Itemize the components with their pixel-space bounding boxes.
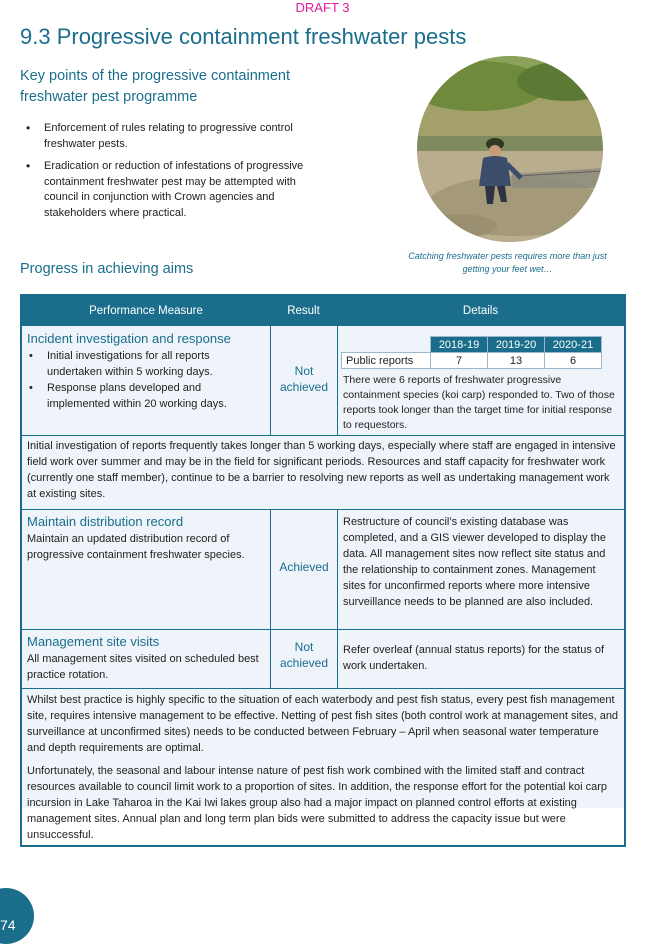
row3-comment xyxy=(27,692,619,850)
year-header: 2018-19 xyxy=(431,337,488,353)
row3-text: All management sites visited on scheduled best practice rotation. xyxy=(27,653,259,681)
draft-label: DRAFT 3 xyxy=(295,0,350,15)
row1-result: Not achieved xyxy=(279,364,329,394)
row1-measure xyxy=(27,330,267,412)
freshwater-pest-photo xyxy=(417,56,603,242)
row2-measure xyxy=(27,513,267,563)
row1-comment: Initial investigation of reports frequently takes longer than 5 working days, especially where staff are engaged in intensive field work over summer and may be in the field for significant periods. Resources and staff capacity for freshwater work (currently one staff member), continue to be a barrier to resolving new reports as well as undertaking management work at existing sites. xyxy=(27,440,616,500)
row1-title: Incident investigation and response xyxy=(27,331,231,346)
row1-bullet: • Response plans developed and implemented within 20 working days. xyxy=(27,380,267,412)
report-count: 7 xyxy=(431,353,488,369)
public-reports-table xyxy=(341,336,602,369)
public-reports-label: Public reports xyxy=(342,353,431,369)
progress-heading: Progress in achieving aims xyxy=(20,261,194,277)
year-header: 2019-20 xyxy=(488,337,545,353)
section-title: 9.3 Progressive containment freshwater pests xyxy=(20,24,467,49)
row3-comment-paragraph: Whilst best practice is highly specific to the situation of each waterbody and pest fish status, every pest fish management site, requires intensive management to be effective. Netting of pest fish sites (both control work at management sites, and surveillance at unconfirmed sites) needs to be conducted between February – April when seasonal water temperature and depth requirements are optimal. xyxy=(27,694,619,754)
row3-details: Refer overleaf (annual status reports) for the status of work undertaken. xyxy=(343,644,605,672)
header-details: Details xyxy=(462,305,499,317)
page-number-badge xyxy=(0,888,34,944)
key-points-list xyxy=(26,121,326,228)
photo-caption: Catching freshwater pests requires more than just getting your feet wet… xyxy=(408,251,607,274)
row3-title: Management site visits xyxy=(27,634,160,649)
row2-text: Maintain an updated distribution record of progressive containment freshwater species. xyxy=(27,533,245,561)
row3-result: Not achieved xyxy=(279,640,329,670)
key-point-item: • Eradication or reduction of infestations of progressive containment freshwater pest may be attempted with council in conjunction with Crown agencies and stakeholders where practical. xyxy=(26,159,326,221)
key-points-heading: Key points of the progressive containment freshwater pest programme xyxy=(20,68,291,105)
report-count: 6 xyxy=(545,353,602,369)
row1-details: There were 6 reports of freshwater progressive containment species (koi carp) responded to. Two of those reports took longer than the target time for initial response to requestors. xyxy=(343,374,615,431)
table-header xyxy=(22,296,624,326)
row1-bullet: • Initial investigations for all reports undertaken within 5 working days. xyxy=(27,348,267,380)
row2-result: Achieved xyxy=(279,560,329,574)
year-header: 2020-21 xyxy=(545,337,602,353)
row2-details: Restructure of council’s existing database was completed, and a GIS viewer developed to display the data. All management sites now reflect site status and the relationship to containment zones. Management sites for unconfirmed reports where more intensive surveillance needs to be planned are also included. xyxy=(343,516,606,608)
row3-measure xyxy=(27,633,267,683)
page-number: 74 xyxy=(0,917,16,933)
header-measure: Performance Measure xyxy=(89,305,203,317)
header-result: Result xyxy=(287,305,320,317)
row3-comment-paragraph: Unfortunately, the seasonal and labour intense nature of pest fish work combined with the limited staff and contract resources available to council limit work to a proportion of sites. In addition, the response effort for the potential koi carp incursion in Lake Taharoa in the Kai Iwi lakes group also had a major impact on planned control efforts at existing management sites. Annual plan and long term plan bids were submitted to address the capacity issue but were unsuccessful. xyxy=(27,765,608,841)
key-point-item: • Enforcement of rules relating to progressive control freshwater pests. xyxy=(26,121,326,152)
performance-table xyxy=(20,294,626,847)
report-count: 13 xyxy=(488,353,545,369)
row2-title: Maintain distribution record xyxy=(27,514,184,529)
